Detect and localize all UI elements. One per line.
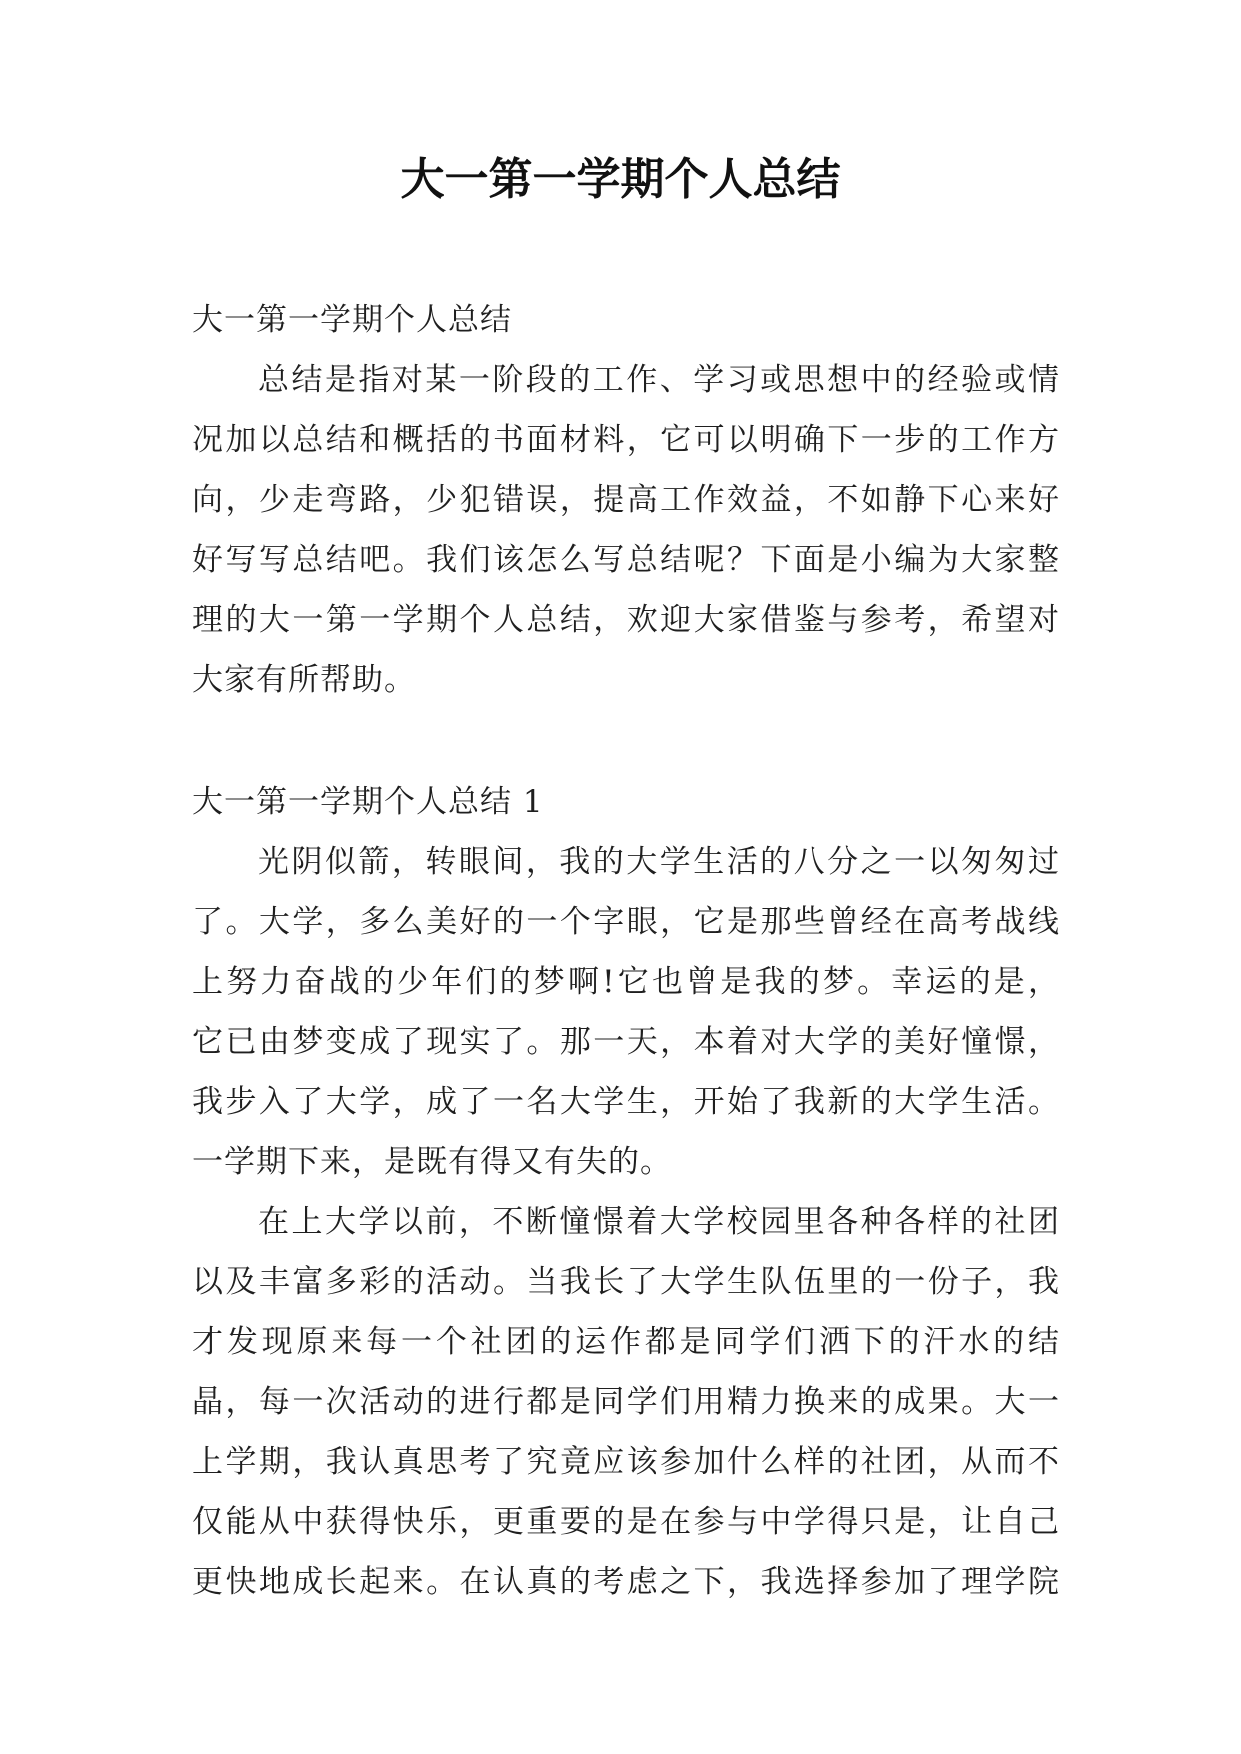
paragraph-line: 它已由梦变成了现实了。那一天，本着对大学的美好憧憬， [192,1024,1060,1060]
paragraph-line: 仅能从中获得快乐，更重要的是在参与中学得只是，让自己 [192,1504,1060,1540]
intro-paragraph [192,350,1060,710]
paragraph-line: 一学期下来，是既有得又有失的。 [192,1144,672,1180]
paragraph-line: 晶，每一次活动的进行都是同学们用精力换来的成果。大一 [192,1384,1060,1420]
paragraph-line: 光阴似箭，转眼间，我的大学生活的八分之一以匆匆过 [258,844,1060,880]
paragraph-line: 我步入了大学，成了一名大学生，开始了我新的大学生活。 [192,1084,1060,1120]
paragraph-line: 在上大学以前，不断憧憬着大学校园里各种各样的社团 [258,1204,1060,1240]
paragraph-line: 况加以总结和概括的书面材料，它可以明确下一步的工作方 [192,422,1060,458]
paragraph-line: 更快地成长起来。在认真的考虑之下，我选择参加了理学院 [192,1564,1060,1600]
paragraph-line: 向，少走弯路，少犯错误，提高工作效益，不如静下心来好 [192,482,1060,518]
paragraph-line: 理的大一第一学期个人总结，欢迎大家借鉴与参考，希望对 [192,602,1060,638]
section-heading: 大一第一学期个人总结 1 [192,784,544,820]
paragraph-line: 好写写总结吧。我们该怎么写总结呢？下面是小编为大家整 [192,542,1060,578]
paragraph-line: 上努力奋战的少年们的梦啊!它也曾是我的梦。幸运的是， [192,964,1060,1000]
body-paragraph-2 [192,1192,1060,1612]
body-paragraph-1 [192,832,1060,1192]
document-title: 大一第一学期个人总结 [400,154,841,205]
paragraph-line: 总结是指对某一阶段的工作、学习或思想中的经验或情 [258,362,1060,398]
paragraph-line: 以及丰富多彩的活动。当我长了大学生队伍里的一份子，我 [192,1264,1060,1300]
section-heading: 大一第一学期个人总结 [192,302,512,338]
paragraph-line: 才发现原来每一个社团的运作都是同学们洒下的汗水的结 [192,1324,1060,1360]
section-spacer [192,710,1060,772]
paragraph-line: 上学期，我认真思考了究竟应该参加什么样的社团，从而不 [192,1444,1060,1480]
paragraph-line: 大家有所帮助。 [192,662,416,698]
document-body [192,290,1060,1612]
paragraph-line: 了。大学，多么美好的一个字眼，它是那些曾经在高考战线 [192,904,1060,940]
